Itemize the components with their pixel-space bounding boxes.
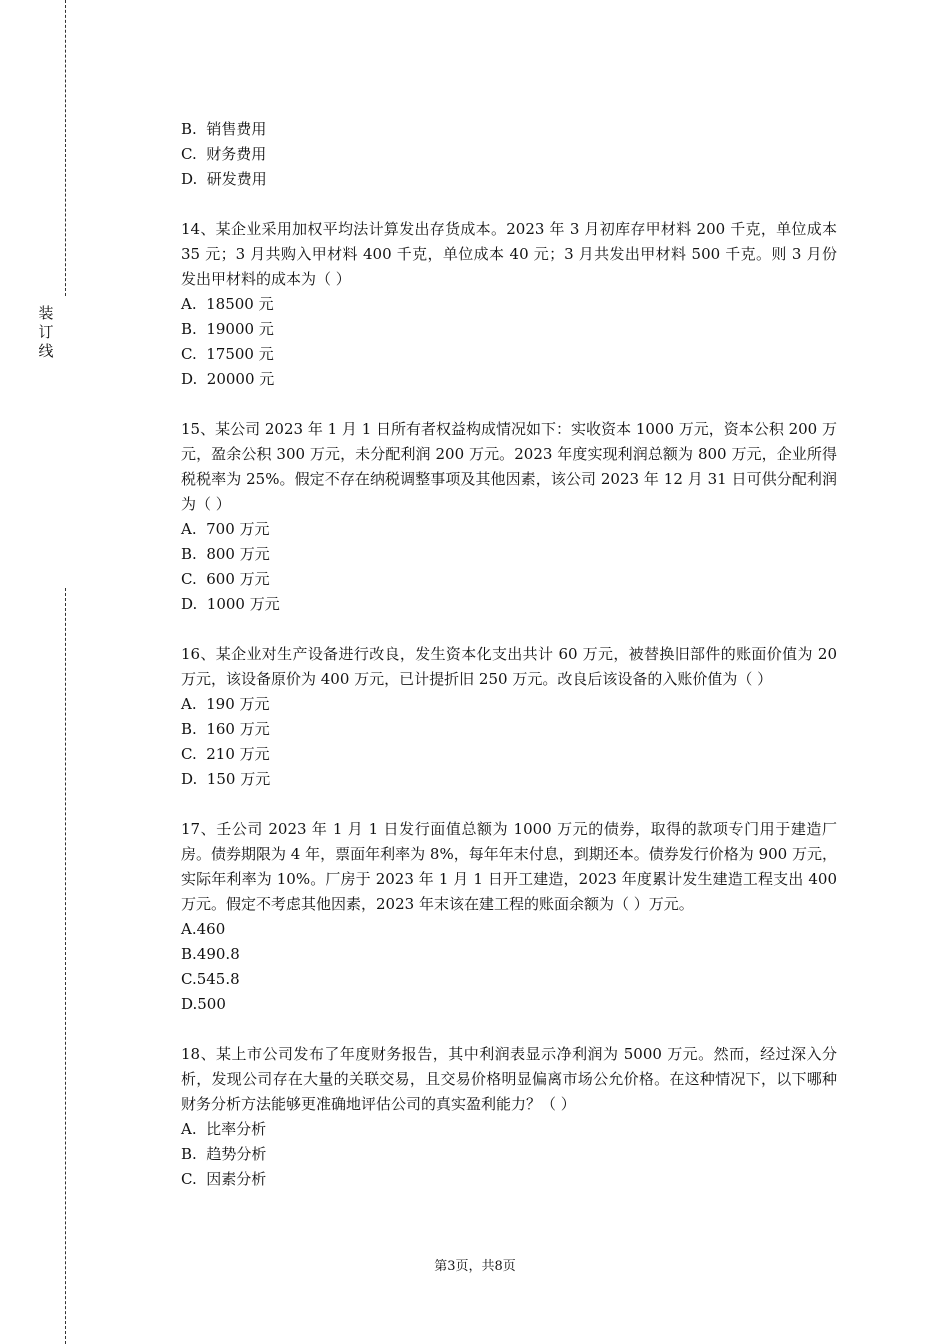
question-18 — [181, 1042, 837, 1192]
question-stem: 17、壬公司 2023 年 1 月 1 日发行面值总额为 1000 万元的债券，取得的款项专门用于建造厂房。债券期限为 4 年，票面年利率为 8%，每年年末付息，到期还本。债券发行价格为 900 万元，实际年利率为 10%。厂房于 2023 年 1 月 1 日开工建造，2023 年度累计发生建造工程支出 400 万元。假定不考虑其他因素，2023 年末该在建工程的账面余额为（ ）万元。 — [181, 820, 837, 913]
exam-content — [181, 117, 837, 1192]
prev-question-options — [181, 117, 837, 192]
option: B. 160 万元 — [181, 720, 270, 738]
option: C. 财务费用 — [181, 145, 267, 163]
option: C. 17500 元 — [181, 345, 274, 363]
option: A. 190 万元 — [181, 695, 270, 713]
option: C. 600 万元 — [181, 570, 270, 588]
option: D. 20000 元 — [181, 370, 275, 388]
option: C.545.8 — [181, 970, 240, 988]
question-16 — [181, 642, 837, 792]
option: C. 210 万元 — [181, 745, 270, 763]
binding-char: 装 — [38, 304, 54, 322]
option: B. 销售费用 — [181, 120, 267, 138]
option: B. 800 万元 — [181, 545, 270, 563]
binding-dashed-line-top — [65, 0, 66, 296]
question-14 — [181, 217, 837, 392]
option: D. 研发费用 — [181, 170, 267, 188]
page-number: 第3页，共8页 — [434, 1259, 516, 1274]
question-15 — [181, 417, 837, 617]
option: D. 1000 万元 — [181, 595, 280, 613]
option: A. 比率分析 — [181, 1120, 267, 1138]
option: A. 18500 元 — [181, 295, 274, 313]
question-stem: 18、某上市公司发布了年度财务报告，其中利润表显示净利润为 5000 万元。然而，经过深入分析，发现公司存在大量的关联交易，且交易价格明显偏离市场公允价格。在这种情况下，以下哪种财务分析方法能够更准确地评估公司的真实盈利能力？（ ） — [181, 1045, 837, 1113]
question-17 — [181, 817, 837, 1017]
option: D.500 — [181, 995, 226, 1013]
option: D. 150 万元 — [181, 770, 271, 788]
binding-char: 订 — [38, 323, 54, 341]
question-stem: 16、某企业对生产设备进行改良，发生资本化支出共计 60 万元，被替换旧部件的账面价值为 20 万元，该设备原价为 400 万元，已计提折旧 250 万元。改良后该设备的入账价值为（ ） — [181, 645, 837, 688]
option: A.460 — [181, 920, 226, 938]
question-stem: 14、某企业采用加权平均法计算发出存货成本。2023 年 3 月初库存甲材料 200 千克，单位成本 35 元；3 月共购入甲材料 400 千克，单位成本 40 元；3 月共发出甲材料 500 千克。则 3 月份发出甲材料的成本为（ ） — [181, 220, 837, 288]
binding-dashed-line-bottom — [65, 588, 66, 1344]
option: A. 700 万元 — [181, 520, 270, 538]
option: B.490.8 — [181, 945, 240, 963]
question-stem: 15、某公司 2023 年 1 月 1 日所有者权益构成情况如下：实收资本 1000 万元，资本公积 200 万元，盈余公积 300 万元，未分配利润 200 万元。2023 年度实现利润总额为 800 万元，企业所得税税率为 25%。假定不存在纳税调整事项及其他因素，该公司 2023 年 12 月 31 日可供分配利润为（ ） — [181, 420, 837, 513]
option: B. 19000 元 — [181, 320, 274, 338]
option: B. 趋势分析 — [181, 1145, 267, 1163]
binding-char: 线 — [38, 342, 54, 360]
option: C. 因素分析 — [181, 1170, 267, 1188]
binding-label — [36, 304, 56, 361]
